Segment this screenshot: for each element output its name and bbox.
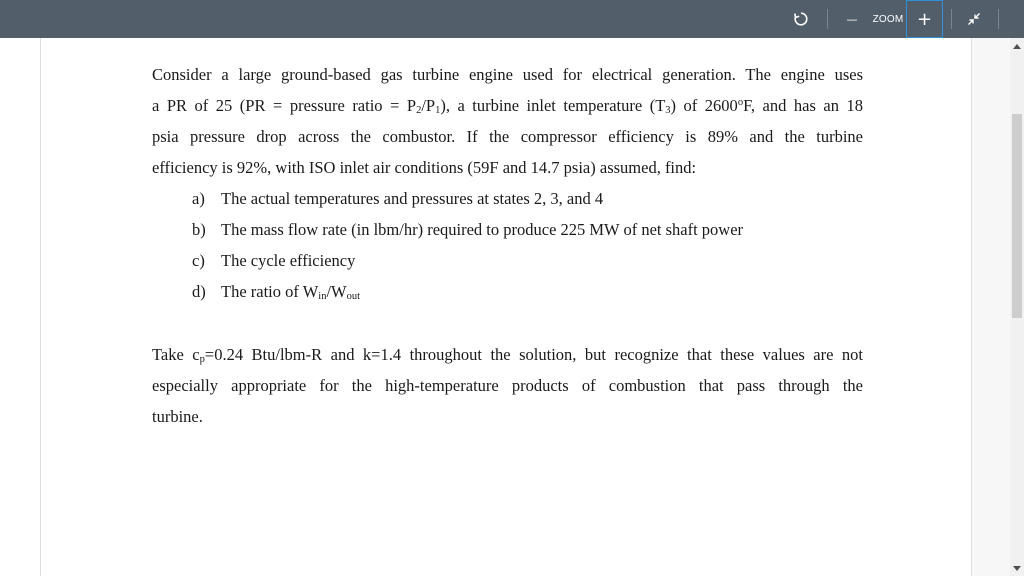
subscript: 2 [416, 105, 422, 116]
text-run: /W [326, 282, 347, 301]
toolbar-separator [827, 9, 828, 29]
text-run: ) of 2600 [670, 96, 738, 115]
caret-down-icon [1013, 566, 1021, 571]
toolbar-separator [998, 9, 999, 29]
rotate-button[interactable] [788, 0, 814, 38]
text-line [152, 90, 863, 121]
zoom-in-icon: + [916, 8, 933, 30]
subscript: in [318, 291, 327, 302]
scroll-down-arrow[interactable] [1010, 562, 1024, 574]
scrollbar-thumb[interactable] [1012, 114, 1022, 318]
text-line: especially appropriate for the high-temperature products of combustion that pass through the [152, 376, 863, 395]
viewer-toolbar [0, 0, 1024, 38]
text-line: Consider a large ground-based gas turbine engine used for electrical generation. The engine uses [152, 65, 863, 84]
subscript: 1 [435, 105, 441, 116]
fit-page-icon [967, 12, 981, 26]
text-run: a PR of 25 (PR = pressure ratio = P [152, 96, 417, 115]
text-line: turbine. [152, 407, 203, 426]
list-item-text: The ratio of W [221, 282, 319, 301]
list-marker: c) [192, 251, 205, 270]
text-line: efficiency is 92%, with ISO inlet air conditions (59F and 14.7 psia) assumed, find: [152, 158, 697, 177]
text-line: psia pressure drop across the combustor. If the compressor efficiency is 89% and the turbine [152, 127, 863, 146]
list-item [192, 183, 743, 214]
viewer-left-gutter [0, 38, 40, 576]
list-marker: a) [192, 189, 205, 208]
assumption-paragraph [152, 339, 863, 432]
text-run: ), a turbine inlet temperature (T [440, 96, 666, 115]
toolbar-separator [951, 9, 952, 29]
subscript: p [199, 354, 205, 365]
list-item [192, 214, 743, 245]
subscript: out [346, 291, 361, 302]
zoom-in-button[interactable] [906, 0, 943, 38]
list-marker: d) [192, 282, 206, 301]
text-run: =0.24 Btu/lbm-R and k=1.4 throughout the solution, but recognize that these values are not [204, 345, 863, 364]
question-list [192, 183, 743, 307]
list-item-text: The cycle efficiency [221, 251, 356, 270]
list-marker: b) [192, 220, 206, 239]
zoom-out-button[interactable] [841, 0, 863, 38]
list-item [192, 245, 743, 276]
text-run: F, and has an 18 [743, 96, 863, 115]
fit-page-button[interactable] [962, 0, 986, 38]
superscript: o [737, 97, 744, 108]
text-line [152, 339, 863, 370]
problem-paragraph [152, 59, 863, 183]
scroll-up-arrow[interactable] [1010, 40, 1024, 52]
text-run: /P [421, 96, 436, 115]
list-item-text: The actual temperatures and pressures at states 2, 3, and 4 [221, 189, 604, 208]
text-run: Take c [152, 345, 200, 364]
zoom-label: ZOOM [872, 13, 904, 25]
caret-up-icon [1013, 44, 1021, 49]
subscript: 3 [665, 105, 671, 116]
zoom-out-icon: — [846, 12, 858, 26]
list-item [192, 276, 743, 307]
viewer-right-gutter [972, 38, 1010, 576]
list-item-text: The mass flow rate (in lbm/hr) required to produce 225 MW of net shaft power [221, 220, 744, 239]
rotate-icon [793, 11, 809, 27]
